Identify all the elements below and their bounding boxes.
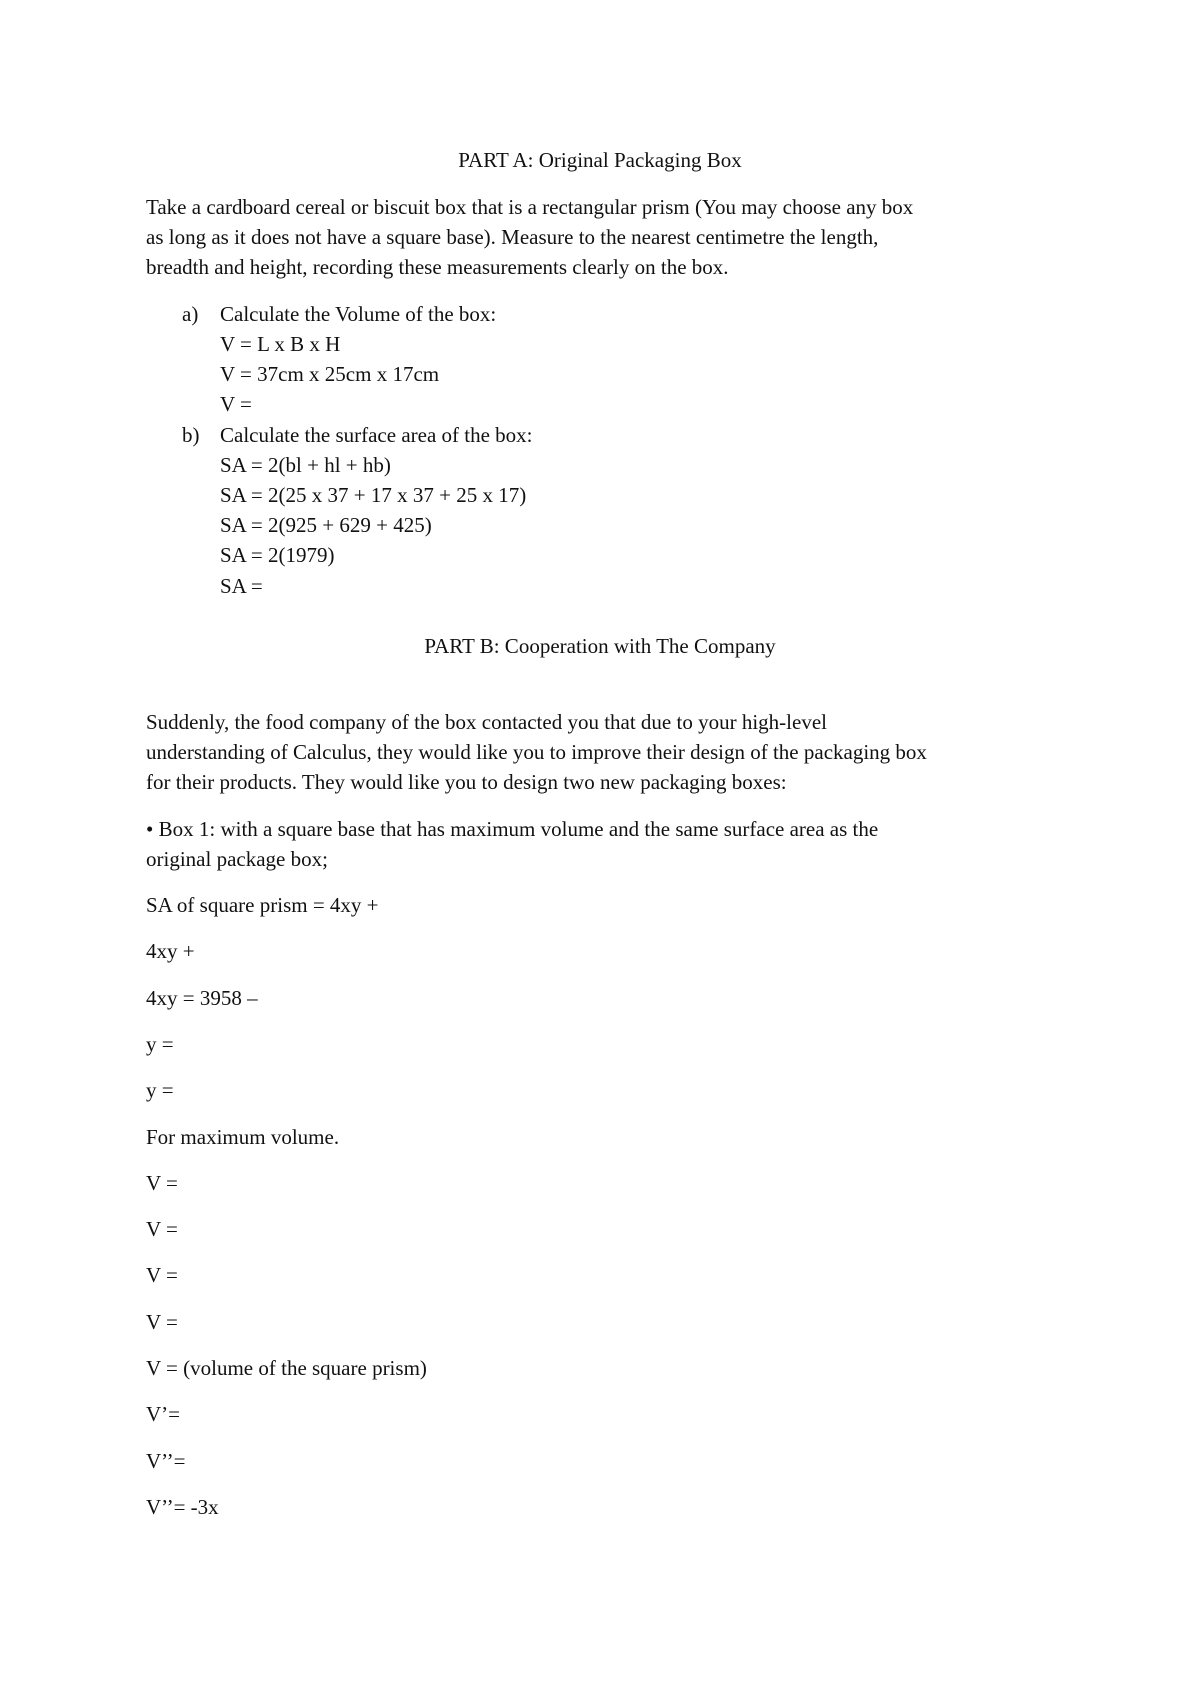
item-b-line-4: SA = 2(925 + 629 + 425) [220,513,432,537]
item-b-marker: b) [182,423,200,447]
part-a-intro-line-1: Take a cardboard cereal or biscuit box that is a rectangular prism (You may choose any box [146,195,914,219]
step-2: 4xy + [146,939,195,963]
box1-line-1: • Box 1: with a square base that has maximum volume and the same surface area as the [146,817,879,841]
item-a-line-2: V = L x B x H [220,332,341,356]
part-a-heading: PART A: Original Packaging Box [458,148,742,172]
part-b-intro-line-1: Suddenly, the food company of the box contacted you that due to your high-level [146,710,827,734]
step-8: V = [146,1217,178,1241]
step-7: V = [146,1171,178,1195]
step-10: V = [146,1310,178,1334]
step-4: y = [146,1032,174,1056]
step-14: V’’= -3x [146,1495,219,1519]
item-a-line-1: Calculate the Volume of the box: [220,302,497,326]
box1-line-2: original package box; [146,847,328,871]
item-b-line-6: SA = [220,574,263,598]
item-a-line-3: V = 37cm x 25cm x 17cm [220,362,440,386]
item-b-line-3: SA = 2(25 x 37 + 17 x 37 + 25 x 17) [220,483,527,507]
step-11: V = (volume of the square prism) [146,1356,427,1380]
step-9: V = [146,1263,178,1287]
part-a-intro-line-3: breadth and height, recording these measurements clearly on the box. [146,255,729,279]
item-b-line-5: SA = 2(1979) [220,543,335,567]
item-a-marker: a) [182,302,199,326]
part-a-intro-line-2: as long as it does not have a square base). Measure to the nearest centimetre the length, [146,225,879,249]
item-a-line-4: V = [220,392,252,416]
step-5: y = [146,1078,174,1102]
part-b-heading: PART B: Cooperation with The Company [424,634,776,658]
step-1: SA of square prism = 4xy + [146,893,379,917]
step-6: For maximum volume. [146,1125,340,1149]
item-b-line-1: Calculate the surface area of the box: [220,423,533,447]
item-b-line-2: SA = 2(bl + hl + hb) [220,453,391,477]
part-b-intro-line-3: for their products. They would like you to design two new packaging boxes: [146,770,787,794]
step-12: V’= [146,1402,181,1426]
step-3: 4xy = 3958 – [146,986,258,1010]
part-b-intro-line-2: understanding of Calculus, they would like you to improve their design of the packaging box [146,740,927,764]
step-13: V’’= [146,1449,186,1473]
